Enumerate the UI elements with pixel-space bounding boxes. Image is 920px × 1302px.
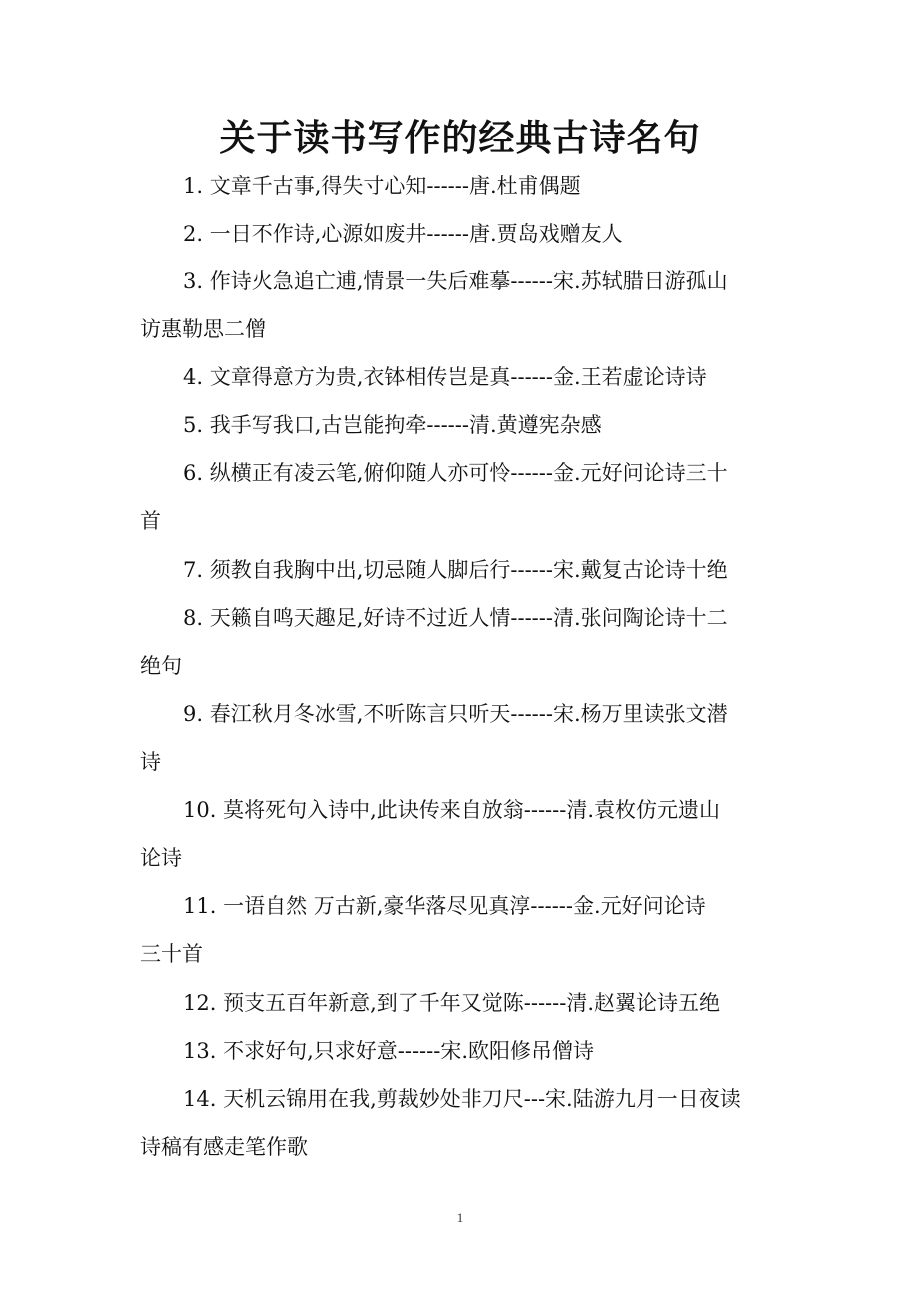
text-line: 7. 须教自我胸中出,切忌随人脚后行------宋.戴复古论诗十绝 <box>183 558 728 582</box>
text-line: 诗稿有感走笔作歌 <box>140 1135 308 1159</box>
text-line: 6. 纵横正有凌云笔,俯仰随人亦可怜------金.元好问论诗三十 <box>183 461 728 485</box>
text-line: 3. 作诗火急追亡逋,情景一失后难摹------宋.苏轼腊日游孤山 <box>183 269 728 293</box>
text-line: 诗 <box>140 750 161 774</box>
text-line: 访惠勒思二僧 <box>140 317 266 341</box>
text-line: 首 <box>140 509 161 533</box>
text-line: 14. 天机云锦用在我,剪裁妙处非刀尺---宋.陆游九月一日夜读 <box>183 1087 741 1111</box>
text-line: 10. 莫将死句入诗中,此诀传来自放翁------清.袁枚仿元遗山 <box>183 798 720 822</box>
text-line: 1. 文章千古事,得失寸心知------唐.杜甫偶题 <box>183 174 581 198</box>
document-title: 关于读书写作的经典古诗名句 <box>219 117 701 159</box>
text-line: 13. 不求好句,只求好意------宋.欧阳修吊僧诗 <box>183 1039 594 1063</box>
text-line: 9. 春江秋月冬冰雪,不听陈言只听天------宋.杨万里读张文潜 <box>183 702 728 726</box>
text-line: 论诗 <box>140 846 182 870</box>
text-line: 绝句 <box>140 654 182 678</box>
text-line: 11. 一语自然 万古新,豪华落尽见真淳------金.元好问论诗 <box>183 894 706 918</box>
text-line: 2. 一日不作诗,心源如废井------唐.贾岛戏赠友人 <box>183 222 623 246</box>
text-line: 三十首 <box>140 942 203 966</box>
text-line: 4. 文章得意方为贵,衣钵相传岂是真------金.王若虚论诗诗 <box>183 365 707 389</box>
page-number: 1 <box>456 1210 464 1225</box>
text-line: 8. 天籁自鸣天趣足,好诗不过近人情------清.张问陶论诗十二 <box>183 606 728 630</box>
text-line: 12. 预支五百年新意,到了千年又觉陈------清.赵翼论诗五绝 <box>183 991 720 1015</box>
text-line: 5. 我手写我口,古岂能拘牵------清.黄遵宪杂感 <box>183 413 602 437</box>
